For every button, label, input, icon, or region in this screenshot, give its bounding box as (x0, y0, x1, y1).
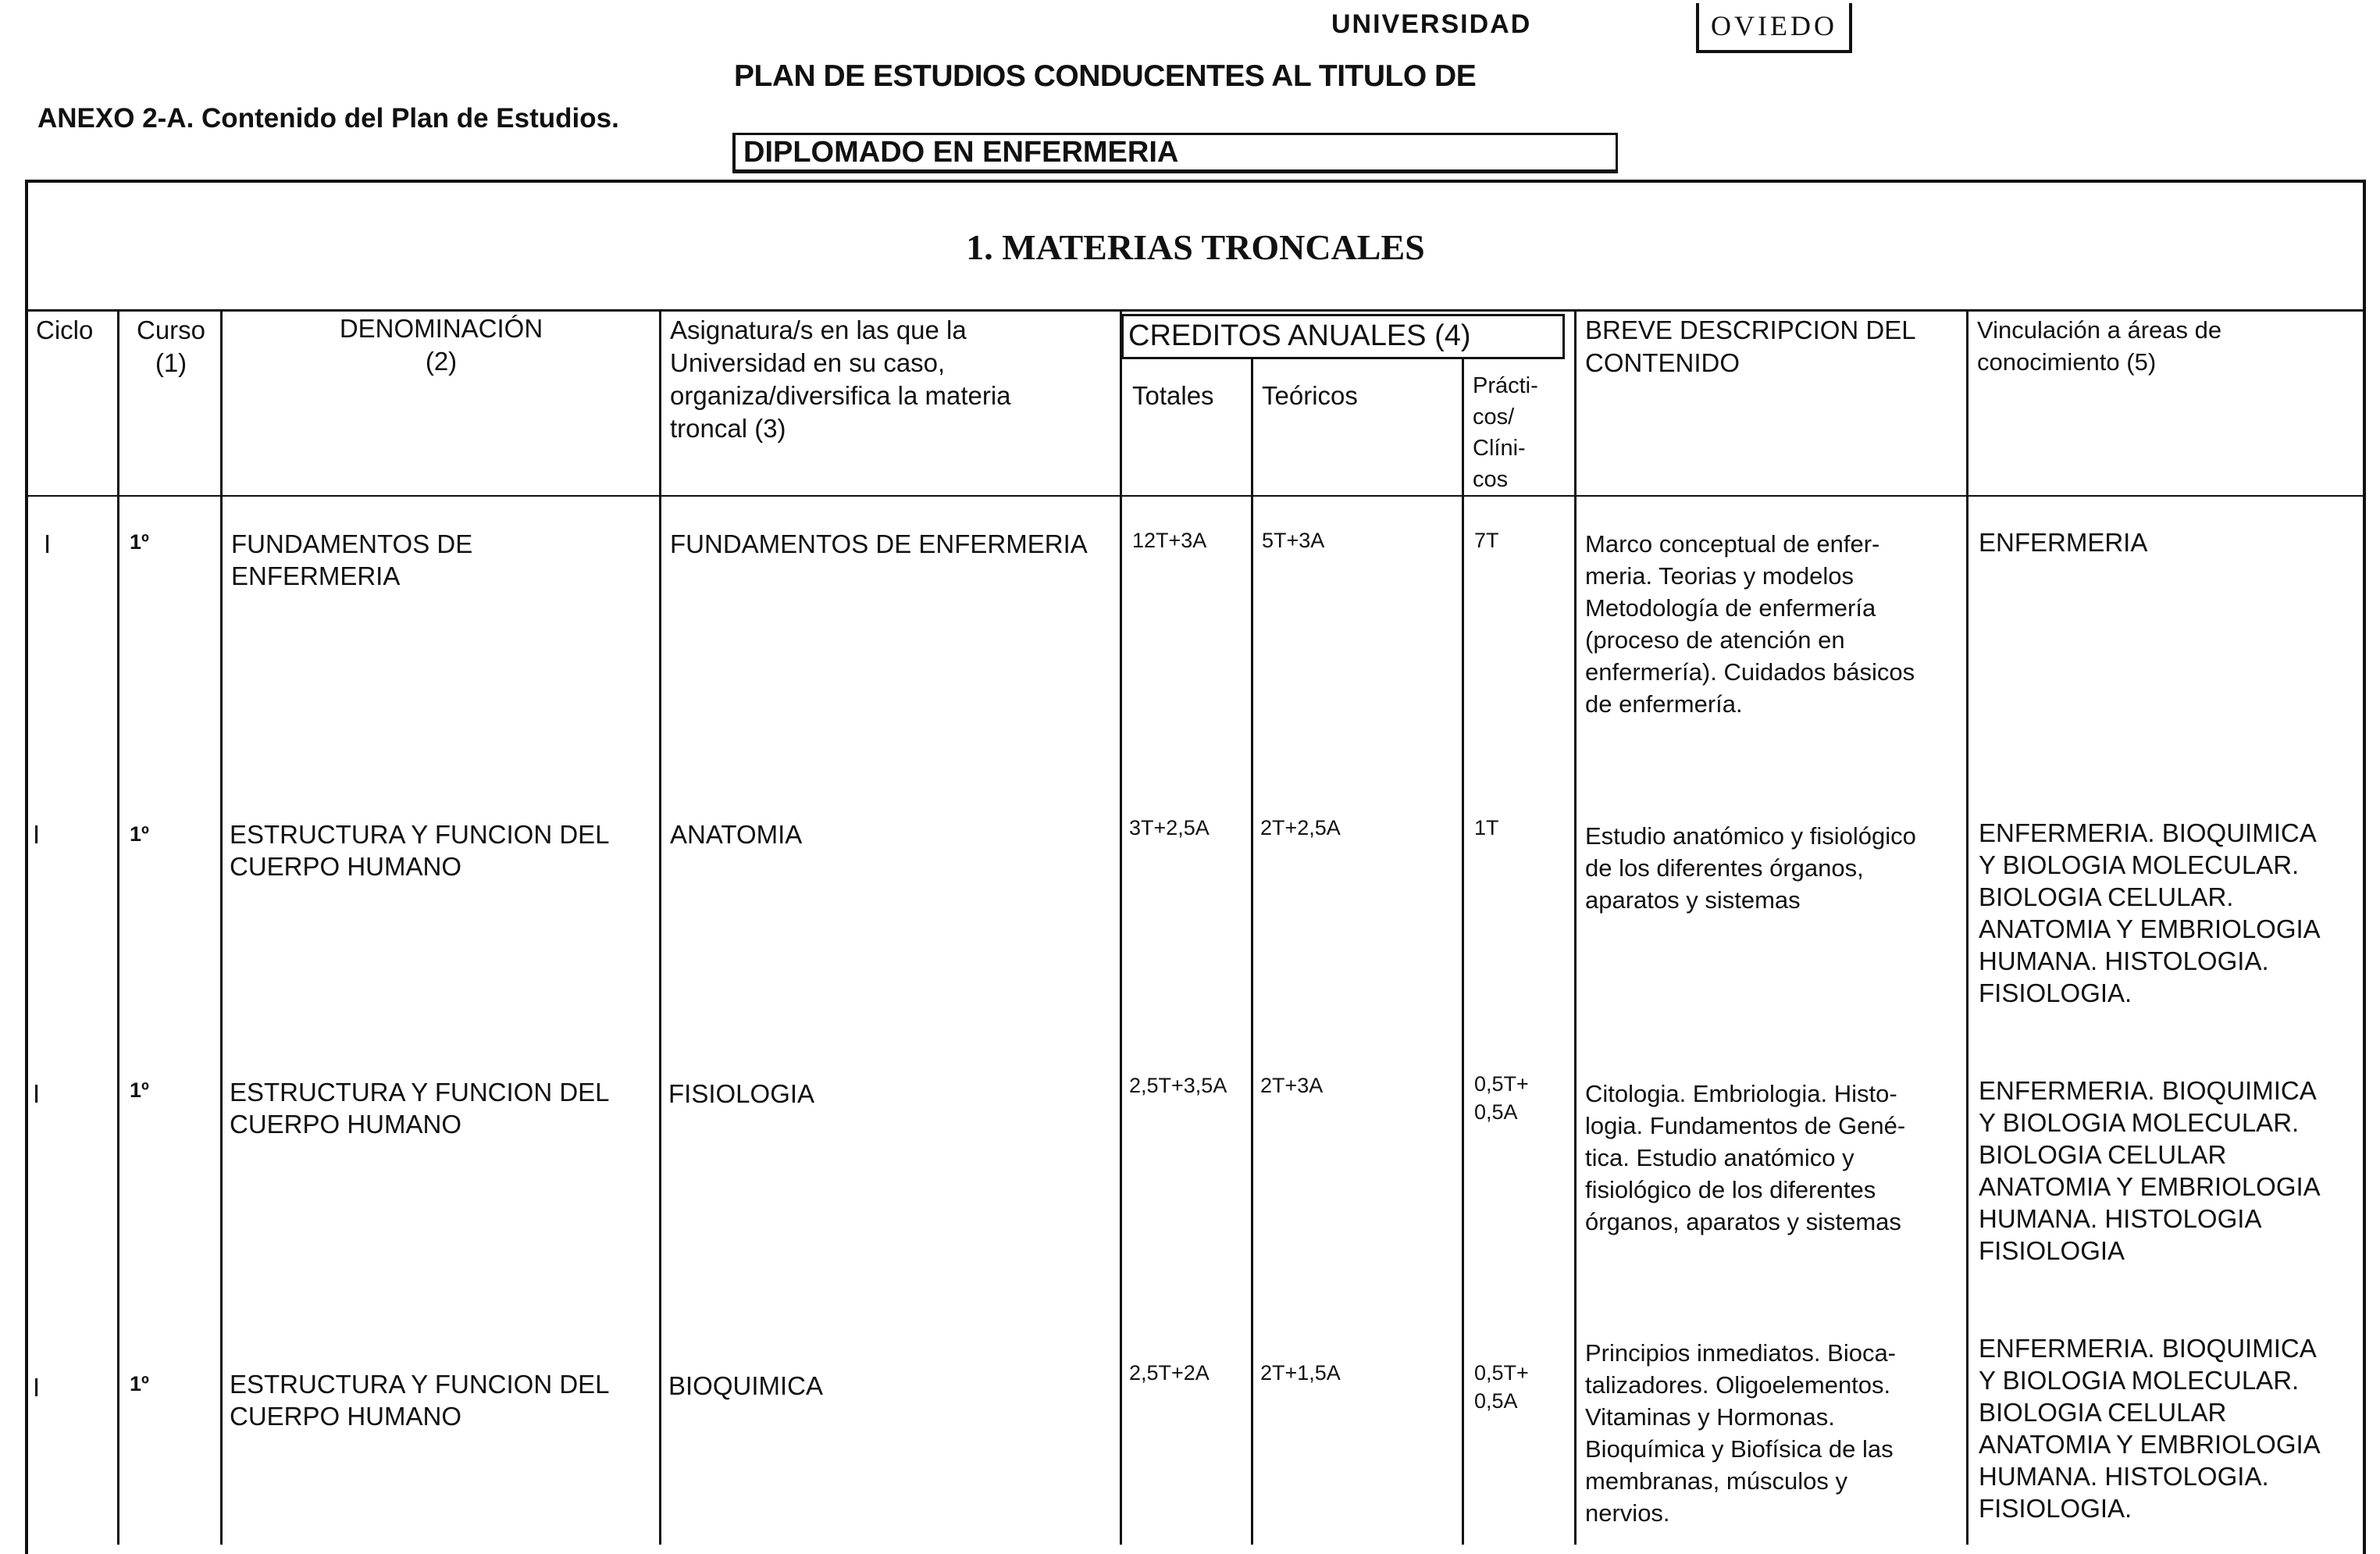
titulo-box (732, 133, 1618, 173)
row-3-practicos-l2: 0,5A (1474, 1100, 1518, 1124)
col-sep-teoricos (1462, 359, 1464, 1545)
col-header-practicos-l4: cos (1473, 467, 1509, 492)
col-sep-breve (1966, 311, 1968, 1545)
row-1-totales: 12T+3A (1132, 529, 1207, 552)
row-2-asignatura: ANATOMIA (670, 820, 803, 849)
col-sep-asignatura (1120, 311, 1122, 1545)
col-header-denominacion-note: (2) (425, 347, 458, 376)
row-3-area-l2: Y BIOLOGIA MOLECULAR. (1979, 1108, 2300, 1137)
row-4-areas (1979, 1332, 2321, 1524)
row-1-denominacion-l2: ENFERMERIA (231, 561, 401, 590)
row-2-area-l3: BIOLOGIA CELULAR. (1979, 882, 2234, 911)
row-1-denominacion-l1: FUNDAMENTOS DE (231, 529, 473, 558)
universidad-label: UNIVERSIDAD (1331, 9, 1532, 39)
row-2-desc-l1: Estudio anatómico y fisiológico (1585, 822, 1916, 850)
col-header-teoricos: Teóricos (1262, 381, 1358, 410)
row-2-ciclo: I (33, 820, 41, 849)
row-3-practicos-l1: 0,5T+ (1474, 1072, 1529, 1096)
row-2-denominacion-l1: ESTRUCTURA Y FUNCION DEL (230, 820, 610, 849)
row-2-areas (1979, 817, 2321, 1009)
row-3-areas (1979, 1075, 2321, 1267)
row-2-desc-l2: de los diferentes órganos, (1585, 854, 1864, 882)
row-1-area-l1: ENFERMERIA (1979, 528, 2148, 557)
row-3-descripcion (1585, 1078, 1905, 1238)
col-sep-totales (1251, 359, 1253, 1545)
row-4-area-l1: ENFERMERIA. BIOQUIMICA (1979, 1334, 2317, 1363)
row-2-practicos (1474, 814, 1499, 842)
row-1-desc-l1: Marco conceptual de enfer- (1585, 530, 1880, 558)
row-2-totales: 3T+2,5A (1129, 816, 1210, 839)
row-1-desc-l5: enfermería). Cuidados básicos (1585, 658, 1915, 686)
col-sep-practicos (1574, 311, 1577, 1545)
col-header-asignatura-l2: Universidad en su caso, (670, 348, 946, 377)
row-1-curso: 1º (130, 530, 149, 554)
row-1-descripcion (1585, 528, 1915, 720)
row-4-area-l2: Y BIOLOGIA MOLECULAR. (1979, 1366, 2300, 1395)
row-4-area-l4: ANATOMIA Y EMBRIOLOGIA (1979, 1430, 2321, 1459)
row-3-denominacion (230, 1076, 610, 1140)
col-header-asignatura (670, 314, 1115, 445)
row-3-totales: 2,5T+3,5A (1129, 1074, 1227, 1097)
row-2-desc-l3: aparatos y sistemas (1585, 886, 1801, 914)
row-4-ciclo: I (33, 1373, 41, 1402)
universidad-name-box (1696, 3, 1852, 53)
row-3-desc-l3: tica. Estudio anatómico y (1585, 1144, 1854, 1171)
col-header-vinculacion-l2: conocimiento (5) (1977, 348, 2157, 376)
col-header-practicos-l1: Prácti- (1473, 373, 1538, 398)
col-header-practicos (1473, 370, 1538, 495)
plan-title: PLAN DE ESTUDIOS CONDUCENTES AL TITULO DE (734, 59, 1477, 93)
col-sep-denominacion (659, 311, 661, 1545)
col-header-vinculacion-l1: Vinculación a áreas de (1977, 316, 2222, 344)
col-sep-curso (220, 311, 223, 1545)
row-1-desc-l2: meria. Teorias y modelos (1585, 562, 1854, 590)
header-divider (27, 309, 2364, 312)
row-2-denominacion (230, 818, 610, 882)
row-1-teoricos: 5T+3A (1262, 529, 1325, 552)
row-1-asignatura: FUNDAMENTOS DE ENFERMERIA (670, 529, 1088, 558)
row-1-desc-l3: Metodología de enfermería (1585, 594, 1876, 622)
row-4-teoricos: 2T+1,5A (1260, 1361, 1341, 1385)
col-header-asignatura-l3: organiza/diversifica la materia (670, 381, 1011, 410)
row-3-denominacion-l1: ESTRUCTURA Y FUNCION DEL (230, 1078, 610, 1107)
row-2-area-l6: FISIOLOGIA. (1979, 978, 2132, 1007)
row-3-desc-l2: logia. Fundamentos de Gené- (1585, 1112, 1906, 1139)
col-header-curso (125, 314, 217, 380)
row-3-ciclo: I (33, 1079, 41, 1108)
universidad-name: OVIEDO (1711, 10, 1837, 41)
col-header-creditos: CREDITOS ANUALES (4) (1121, 314, 1565, 359)
titulo-text: DIPLOMADO EN ENFERMERIA (743, 136, 1179, 169)
col-header-asignatura-l4: troncal (3) (670, 414, 786, 443)
col-header-denominacion-label: DENOMINACIÓN (339, 314, 543, 343)
row-4-denominacion-l2: CUERPO HUMANO (230, 1402, 462, 1431)
row-4-practicos-l2: 0,5A (1474, 1389, 1518, 1413)
col-header-breve-l1: BREVE DESCRIPCION DEL (1585, 315, 1916, 344)
col-header-breve-l2: CONTENIDO (1585, 348, 1740, 377)
row-3-area-l4: ANATOMIA Y EMBRIOLOGIA (1979, 1172, 2321, 1201)
col-header-breve (1585, 314, 1916, 380)
row-2-area-l2: Y BIOLOGIA MOLECULAR. (1979, 850, 2300, 879)
row-3-practicos (1474, 1070, 1529, 1126)
row-2-descripcion (1585, 820, 1916, 916)
col-sep-ciclo (117, 311, 119, 1545)
col-header-totales: Totales (1132, 381, 1214, 410)
row-4-desc-l5: membranas, músculos y (1585, 1467, 1847, 1495)
row-3-curso: 1º (130, 1078, 149, 1102)
row-4-area-l3: BIOLOGIA CELULAR (1979, 1398, 2227, 1427)
row-4-asignatura: BIOQUIMICA (668, 1371, 824, 1400)
row-3-area-l1: ENFERMERIA. BIOQUIMICA (1979, 1076, 2317, 1105)
row-4-denominacion (230, 1368, 610, 1432)
row-3-area-l5: HUMANA. HISTOLOGIA (1979, 1204, 2262, 1233)
row-1-denominacion (231, 528, 472, 592)
row-3-teoricos: 2T+3A (1260, 1074, 1324, 1097)
row-4-area-l5: HUMANA. HISTOLOGIA. (1979, 1462, 2269, 1491)
row-1-practicos-l1: 7T (1474, 529, 1499, 552)
row-1-desc-l4: (proceso de atención en (1585, 626, 1845, 654)
anexo-label: ANEXO 2-A. Contenido del Plan de Estudios. (37, 103, 619, 134)
row-4-denominacion-l1: ESTRUCTURA Y FUNCION DEL (230, 1370, 610, 1399)
row-4-desc-l6: nervios. (1585, 1499, 1670, 1527)
row-3-desc-l1: Citologia. Embriologia. Histo- (1585, 1080, 1897, 1107)
row-2-area-l4: ANATOMIA Y EMBRIOLOGIA (1979, 914, 2321, 943)
row-4-practicos-l1: 0,5T+ (1474, 1361, 1529, 1385)
section-title: 1. MATERIAS TRONCALES (966, 227, 1425, 267)
row-1-areas (1979, 526, 2147, 558)
col-header-ciclo: Ciclo (36, 315, 94, 344)
row-3-area-l6: FISIOLOGIA (1979, 1236, 2125, 1265)
row-4-desc-l3: Vitaminas y Hormonas. (1585, 1403, 1835, 1431)
row-4-practicos (1474, 1359, 1529, 1415)
col-header-curso-label: Curso (136, 315, 206, 344)
col-header-practicos-l2: cos/ (1473, 405, 1515, 429)
row-2-curso: 1º (130, 822, 149, 846)
row-3-desc-l4: fisiológico de los diferentes (1585, 1176, 1876, 1203)
row-2-teoricos: 2T+2,5A (1260, 816, 1341, 839)
row-1-practicos (1474, 526, 1499, 554)
row-2-practicos-l1: 1T (1474, 816, 1499, 839)
row-1-desc-l6: de enfermería. (1585, 690, 1743, 718)
row-3-asignatura: FISIOLOGIA (668, 1079, 815, 1108)
row-3-desc-l5: órganos, aparatos y sistemas (1585, 1208, 1901, 1235)
row-4-curso: 1º (130, 1372, 149, 1395)
col-header-denominacion (226, 312, 656, 378)
row-4-descripcion (1585, 1337, 1896, 1529)
col-header-curso-note: (1) (155, 348, 187, 377)
row-4-desc-l2: talizadores. Oligoelementos. (1585, 1371, 1891, 1399)
row-3-denominacion-l2: CUERPO HUMANO (230, 1110, 462, 1139)
row-1-ciclo: I (44, 529, 52, 558)
row-4-area-l6: FISIOLOGIA. (1979, 1494, 2132, 1523)
row-2-denominacion-l2: CUERPO HUMANO (230, 852, 462, 881)
row-4-desc-l4: Bioquímica y Biofísica de las (1585, 1435, 1894, 1463)
col-header-asignatura-l1: Asignatura/s en las que la (670, 315, 967, 344)
row-2-area-l1: ENFERMERIA. BIOQUIMICA (1979, 818, 2317, 847)
col-header-practicos-l3: Clíni- (1473, 436, 1526, 461)
row-4-totales: 2,5T+2A (1129, 1361, 1210, 1385)
row-3-area-l3: BIOLOGIA CELULAR (1979, 1140, 2227, 1169)
row-2-area-l5: HUMANA. HISTOLOGIA. (1979, 946, 2269, 975)
row-4-desc-l1: Principios inmediatos. Bioca- (1585, 1339, 1897, 1367)
column-header-divider (27, 495, 2364, 497)
col-header-vinculacion (1977, 314, 2221, 378)
